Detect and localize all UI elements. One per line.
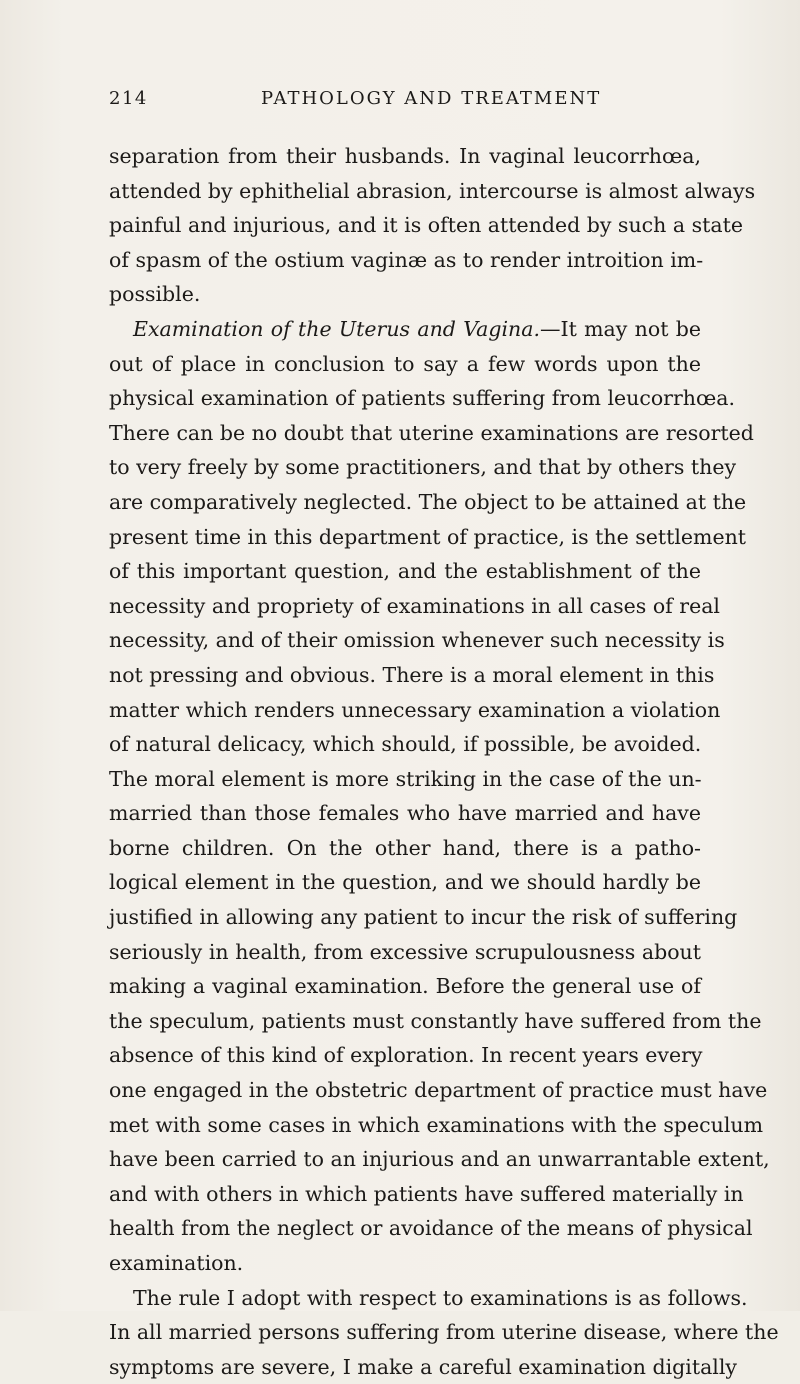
text-line: The moral element is more striking in the case of the un- xyxy=(109,766,702,791)
text-line: the speculum, patients must constantly have suffered from the xyxy=(109,1008,762,1033)
text-line: physical examination of patients suffering from leucorrhœa. xyxy=(109,386,735,411)
text-line: separation from their husbands. In vaginal leucorrhœa, xyxy=(109,144,701,168)
text-line: have been carried to an injurious and an unwarrantable extent, xyxy=(109,1147,770,1172)
text-line: necessity and propriety of examinations in all cases of real xyxy=(109,593,720,618)
text-line: and with others in which patients have suffered materially in xyxy=(109,1181,744,1206)
text-line: In all married persons suffering from uterine disease, where the xyxy=(109,1320,779,1345)
text-line: logical element in the question, and we should hardly be xyxy=(109,870,701,895)
text-line: of spasm of the ostium vaginæ as to render introition im- xyxy=(109,247,704,272)
text-line: are comparatively neglected. The object to be attained at the xyxy=(109,489,747,514)
text-line: necessity, and of their omission whenever such necessity is xyxy=(109,628,725,653)
text-line: The rule I adopt with respect to examinations is as follows. xyxy=(133,1285,748,1310)
text-line: symptoms are severe, I make a careful examination digitally xyxy=(109,1354,738,1379)
text-fragment: —It may not be xyxy=(539,316,701,341)
text-line: painful and injurious, and it is often attended by such a state xyxy=(109,213,743,238)
text-line: examination. xyxy=(109,1251,244,1275)
text-line: married than those females who have married and have xyxy=(109,801,701,826)
text-line: seriously in health, from excessive scrupulousness about xyxy=(109,939,701,964)
text-line: present time in this department of practice, is the settlement xyxy=(109,524,747,549)
text-line: to very freely by some practitioners, and that by others they xyxy=(109,455,737,480)
text-line: attended by ephithelial abrasion, intercourse is almost always xyxy=(109,178,756,203)
section-heading: Examination of the Uterus and Vagina. xyxy=(133,316,540,341)
page-number: 214 xyxy=(109,88,148,109)
text-line: one engaged in the obstetric department of practice must have xyxy=(109,1078,768,1103)
running-title: PATHOLOGY AND TREATMENT xyxy=(261,88,602,109)
text-line: matter which renders unnecessary examination a violation xyxy=(109,697,721,722)
text-line: possible. xyxy=(109,282,201,307)
text-line: There can be no doubt that uterine examinations are resorted xyxy=(109,420,754,445)
running-head xyxy=(109,88,689,114)
text-line: borne children. On the other hand, there is a patho- xyxy=(109,835,701,860)
body-text xyxy=(109,139,779,1384)
text-line: making a vaginal examination. Before the general use of xyxy=(109,974,701,999)
text-line: met with some cases in which examinations with the speculum xyxy=(109,1112,764,1137)
text-line: not pressing and obvious. There is a moral element in this xyxy=(109,662,715,687)
text-line: absence of this kind of exploration. In recent years every xyxy=(109,1043,703,1068)
text-line: justified in allowing any patient to incur the risk of suffering xyxy=(109,905,738,930)
text-line: health from the neglect or avoidance of the means of physical xyxy=(109,1216,753,1241)
text-line: of natural delicacy, which should, if possible, be avoided. xyxy=(109,732,702,757)
section-heading-line xyxy=(109,312,701,347)
text-line: out of place in conclusion to say a few words upon the xyxy=(109,351,701,376)
text-line: of this important question, and the establishment of the xyxy=(109,559,701,584)
